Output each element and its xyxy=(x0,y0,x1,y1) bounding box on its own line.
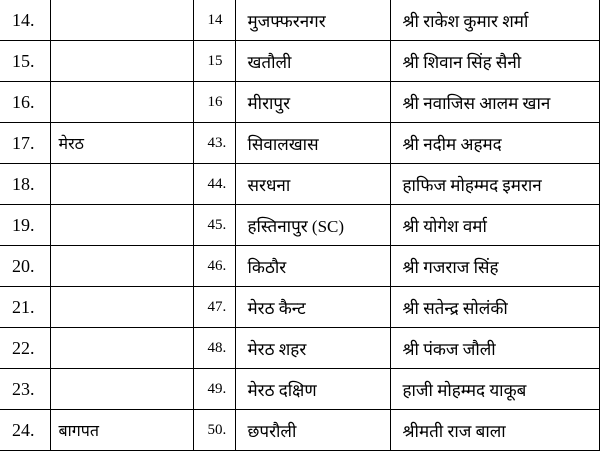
constituency-name-cell: हस्तिनापुर (SC) xyxy=(235,205,390,246)
table-row xyxy=(0,164,599,205)
constituency-number-cell: 47. xyxy=(193,287,235,328)
district-cell xyxy=(50,41,193,82)
serial-number-cell: 19. xyxy=(0,205,50,246)
table-row xyxy=(0,205,599,246)
table-row xyxy=(0,369,599,410)
table-row xyxy=(0,410,599,451)
district-cell xyxy=(50,82,193,123)
constituency-number-cell: 43. xyxy=(193,123,235,164)
district-cell: बागपत xyxy=(50,410,193,451)
serial-number-cell: 18. xyxy=(0,164,50,205)
table-row xyxy=(0,287,599,328)
constituency-number-cell: 46. xyxy=(193,246,235,287)
table-row xyxy=(0,246,599,287)
candidate-name-cell: श्री राकेश कुमार शर्मा xyxy=(390,0,599,41)
constituency-name-cell: छपरौली xyxy=(235,410,390,451)
candidate-name-cell: श्री गजराज सिंह xyxy=(390,246,599,287)
candidate-name-cell: श्री नदीम अहमद xyxy=(390,123,599,164)
constituency-number-cell: 15 xyxy=(193,41,235,82)
constituency-number-cell: 14 xyxy=(193,0,235,41)
constituency-name-cell: किठौर xyxy=(235,246,390,287)
constituency-number-cell: 45. xyxy=(193,205,235,246)
constituency-number-cell: 49. xyxy=(193,369,235,410)
constituency-name-cell: मेरठ शहर xyxy=(235,328,390,369)
table-row xyxy=(0,328,599,369)
table-row xyxy=(0,41,599,82)
candidate-name-cell: हाजी मोहम्मद याकूब xyxy=(390,369,599,410)
candidate-name-cell: श्री नवाजिस आलम खान xyxy=(390,82,599,123)
candidate-name-cell: श्री सतेन्द्र सोलंकी xyxy=(390,287,599,328)
constituency-name-cell: खतौली xyxy=(235,41,390,82)
serial-number-cell: 14. xyxy=(0,0,50,41)
constituency-name-cell: मेरठ कैन्ट xyxy=(235,287,390,328)
district-cell xyxy=(50,0,193,41)
district-cell xyxy=(50,164,193,205)
constituency-number-cell: 48. xyxy=(193,328,235,369)
table-row xyxy=(0,123,599,164)
constituency-number-cell: 16 xyxy=(193,82,235,123)
constituency-name-cell: सरधना xyxy=(235,164,390,205)
candidate-name-cell: श्री शिवान सिंह सैनी xyxy=(390,41,599,82)
district-cell xyxy=(50,328,193,369)
district-cell xyxy=(50,205,193,246)
candidate-name-cell: श्री पंकज जौली xyxy=(390,328,599,369)
constituency-name-cell: मेरठ दक्षिण xyxy=(235,369,390,410)
district-cell xyxy=(50,287,193,328)
constituency-number-cell: 50. xyxy=(193,410,235,451)
constituency-name-cell: सिवालखास xyxy=(235,123,390,164)
constituency-name-cell: मीरापुर xyxy=(235,82,390,123)
serial-number-cell: 16. xyxy=(0,82,50,123)
district-cell xyxy=(50,369,193,410)
constituency-name-cell: मुजफ्फरनगर xyxy=(235,0,390,41)
serial-number-cell: 22. xyxy=(0,328,50,369)
serial-number-cell: 17. xyxy=(0,123,50,164)
constituency-number-cell: 44. xyxy=(193,164,235,205)
serial-number-cell: 21. xyxy=(0,287,50,328)
candidate-name-cell: हाफिज मोहम्मद इमरान xyxy=(390,164,599,205)
candidate-name-cell: श्री योगेश वर्मा xyxy=(390,205,599,246)
serial-number-cell: 23. xyxy=(0,369,50,410)
serial-number-cell: 20. xyxy=(0,246,50,287)
serial-number-cell: 15. xyxy=(0,41,50,82)
table-row xyxy=(0,0,599,41)
table-row xyxy=(0,82,599,123)
serial-number-cell: 24. xyxy=(0,410,50,451)
candidate-name-cell: श्रीमती राज बाला xyxy=(390,410,599,451)
district-cell xyxy=(50,246,193,287)
district-cell: मेरठ xyxy=(50,123,193,164)
